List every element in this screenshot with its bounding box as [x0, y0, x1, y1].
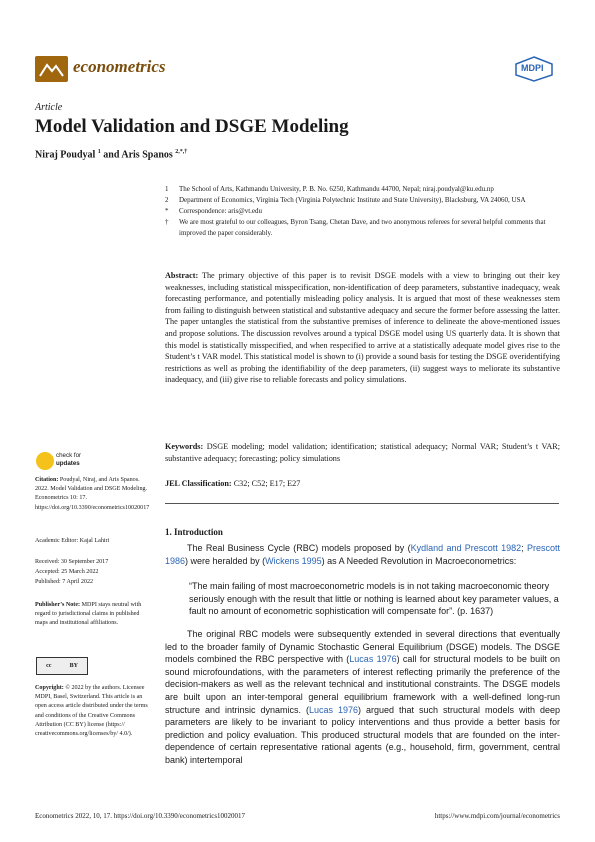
affiliation-row: [165, 206, 565, 217]
cc-by-license-badge[interactable]: [36, 657, 88, 675]
author-name: Aris Spanos: [121, 149, 173, 161]
citation: [35, 476, 153, 513]
citation-link[interactable]: Lucas 1976: [349, 654, 397, 665]
mdpi-logo-text: MDPI: [521, 63, 544, 73]
section-heading: 1. Introduction: [165, 527, 223, 537]
keywords: [165, 441, 560, 464]
affiliation-mark: 1: [165, 185, 169, 193]
citation-link[interactable]: Kydland and Prescott 1982: [410, 543, 522, 553]
keywords-text: DSGE modeling; model validation; identification; statistical adequacy; Normal VAR; Student’s t VAR; substantive adequacy; forecasting; policy simulations: [165, 442, 561, 463]
copyright-label: Copyright:: [35, 685, 64, 691]
affiliation-row: [165, 217, 565, 239]
publisher-note-label: Publisher’s Note:: [35, 602, 81, 608]
citation-link[interactable]: Wickens 1995: [265, 555, 322, 566]
academic-editor: Academic Editor: Kajal Lahiri: [35, 538, 110, 544]
abstract: [165, 270, 560, 386]
text-run: ) argued that such structural models with deep parameters are likely to be invariant to policy interventions and thus provide a better basis for prediction and policy evaluation. This produced structural models that are founded on the inter-dependence of certain representative rational agents (e.g., household, firm, government, central bank) intertemporal: [165, 704, 560, 765]
copyright-text: © 2022 by the authors. Licensee MDPI, Basel, Switzerland. This article is an open access article distributed under the terms and conditions of the Creative Commons Attribution (CC BY) license (https:// creativecommons.org/licenses/by/ 4.0/).: [35, 685, 148, 738]
publisher-note: [35, 601, 153, 629]
text-run: ) were heralded by (: [185, 555, 266, 566]
text-run: The original RBC models were subsequently extended in several directions that eventually led to the broader family of Dynamic Stochastic General Equilibrium (DSGE) models. The DSGE models combined the RBC perspective with (: [165, 629, 560, 665]
citation-label: Citation:: [35, 477, 59, 483]
text-run: The Real Business Cycle (RBC) models proposed by (: [187, 543, 411, 553]
intro-paragraph-2: [165, 628, 560, 767]
acknowledgement-text: We are most grateful to our colleagues, Byron Tsang, Chetan Dave, and two anonymous referees for several helpful comments that improved the paper considerably.: [179, 218, 546, 237]
jel-text: C32; C52; E17; E27: [233, 479, 301, 488]
check-for-updates-icon[interactable]: [36, 452, 54, 470]
journal-name: econometrics: [73, 57, 166, 76]
article-title: Model Validation and DSGE Modeling: [35, 116, 349, 137]
check-line-2: updates: [56, 460, 80, 467]
affiliation-text: The School of Arts, Kathmandu University, P. B. No. 6250, Kathmandu 44700, Nepal; niraj.poudyal@ku.edu.np: [179, 185, 494, 193]
received-date: Received: 30 September 2017: [35, 559, 109, 565]
affiliations: [165, 184, 565, 239]
citation-text: Poudyal, Niraj, and Aris Spanos. 2022. Model Validation and DSGE Modeling. Econometrics 10: 17. https://doi.org/10.3390/econometrics10020017: [35, 477, 150, 511]
publisher-note-text: MDPI stays neutral with regard to jurisdictional claims in published maps and institutional affiliations.: [35, 602, 142, 627]
citation-link[interactable]: Prescott 1986: [165, 543, 560, 566]
check-line-1: check for: [56, 452, 82, 459]
cc-icon: cc: [46, 663, 52, 669]
text-run: ) call for structural models to be built on sound microfoundations, with the parameters of interest reflecting primarily the preference of the decision-makers as well as the relevant technical and institutional constraints. The DSGE models are built upon an inter-temporal general equilibrium framework with a well-defined long-run structure and intrinsic dynamics. (: [165, 654, 560, 715]
block-quote: “The main failing of most macroeconometric models is in not taking macroeconomic theory seriously enough with the result that little or nothing is learned about key parameter values, a fault no amount of econometric sophistication will compensate for”. (p. 1637): [189, 581, 559, 617]
author-affil-mark: 1: [97, 149, 101, 155]
by-icon: BY: [69, 663, 78, 669]
author-joiner: and: [103, 149, 120, 161]
correspondence-text: Correspondence: aris@vt.edu: [179, 207, 263, 215]
abstract-label: Abstract:: [165, 271, 199, 280]
affiliation-mark: 2: [165, 196, 169, 204]
article-type: Article: [35, 102, 63, 113]
logo-mark-icon: [35, 56, 68, 82]
affiliation-text: Department of Economics, Virginia Tech (Virginia Polytechnic Institute and State University), Blacksburg, VA 24060, USA: [179, 196, 526, 204]
text-run: ;: [521, 543, 527, 553]
section-divider: [165, 503, 559, 504]
text-run: ) as A Needed Revolution in Macroeconometrics:: [321, 555, 517, 566]
affiliation-row: [165, 184, 565, 195]
affiliation-mark: *: [165, 207, 169, 215]
footer-journal-url[interactable]: https://www.mdpi.com/journal/econometrics: [434, 812, 560, 820]
citation-link[interactable]: Lucas 1976: [308, 704, 359, 715]
mdpi-logo: [514, 56, 554, 82]
footer-citation: Econometrics 2022, 10, 17. https://doi.org/10.3390/econometrics10020017: [35, 812, 246, 820]
author-list: [35, 149, 187, 160]
jel-classification: [165, 478, 560, 490]
author-name: Niraj Poudyal: [35, 149, 96, 161]
published-date: Published: 7 April 2022: [35, 579, 94, 585]
keywords-label: Keywords:: [165, 442, 204, 451]
check-for-updates-button[interactable]: [56, 452, 81, 468]
jel-label: JEL Classification:: [165, 479, 232, 488]
journal-logo: [35, 56, 68, 82]
affiliation-row: [165, 195, 565, 206]
affiliation-mark: †: [165, 218, 169, 226]
accepted-date: Accepted: 25 March 2022: [35, 569, 99, 575]
author-affil-mark: 2,*,†: [175, 149, 188, 155]
intro-paragraph-1: [165, 542, 560, 567]
abstract-text: The primary objective of this paper is to revisit DSGE models with a view to bringing out their key weaknesses, including statistical misspecification, non-identification of deep parameters, substantive inadequacy, weak forecasting performance, and potentially misleading policy analysis. It is argued that most of these weaknesses stem from failing to distinguish between statistical and substantive adequacy and secure the former before assessing the latter. The paper untangles the statistical from the substantive premises of inference to delineate the above-mentioned issues and propose solutions. The discussion revolves around a typical DSGE model using US quarterly data. It is shown that this model is statistically misspecified, and when respecified to arrive at a statistically adequate model gives rise to the Student’s t VAR model. This statistical model is shown to (i) provide a sound basis for testing the DSGE overidentifying restrictions as well as probing the identifiability of the deep parameters, (ii) suggest ways to meliorate its substantive inadequacy, and (iii) give rise to reliable forecasts and policy simulations.: [165, 271, 560, 385]
copyright: [35, 684, 153, 739]
